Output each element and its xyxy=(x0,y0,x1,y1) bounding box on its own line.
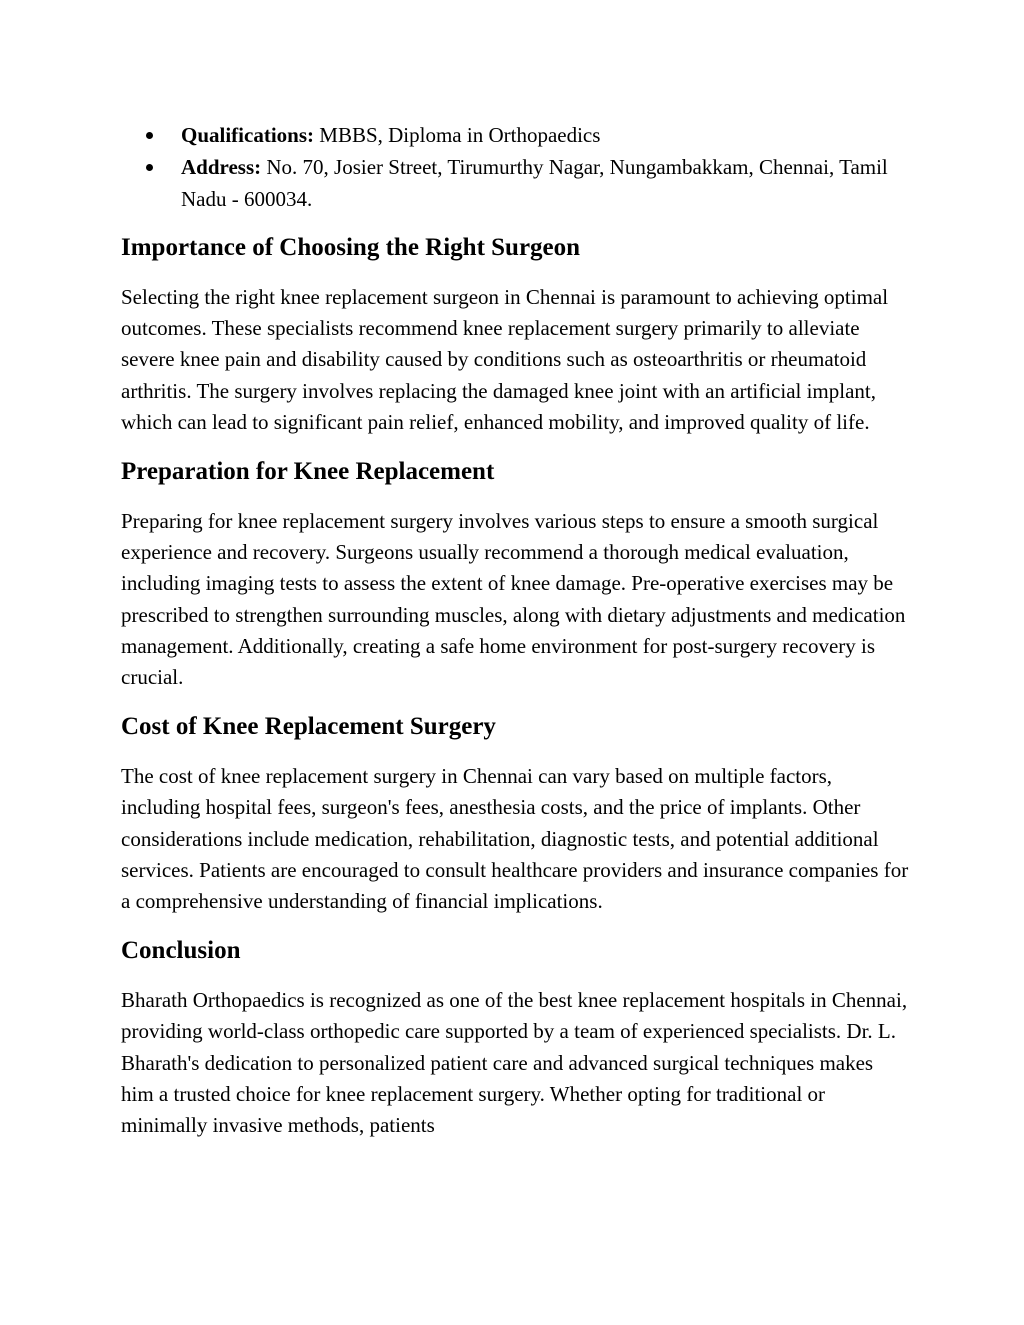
section-heading-conclusion: Conclusion xyxy=(121,937,241,965)
section-body-conclusion: Bharath Orthopaedics is recognized as one of the best knee replacement hospitals in Chennai, providing world-class orthopedic care supported by a team of experienced specialists. Dr. L. Bharath's dedication to personalized patient care and advanced surgical techniques makes him a trusted choice for knee replacement surgery. Whether opting for traditional or minimally invasive methods, patients xyxy=(121,988,908,1138)
list-item-label: Address: xyxy=(181,155,262,179)
section-body-importance: Selecting the right knee replacement surgeon in Chennai is paramount to achieving optimal outcomes. These specialists recommend knee replacement surgery primarily to alleviate severe knee pain and disability caused by conditions such as osteoarthritis or rheumatoid arthritis. The surgery involves replacing the damaged knee joint with an artificial implant, which can lead to significant pain relief, enhanced mobility, and improved quality of life. xyxy=(121,285,889,434)
list-item-value: No. 70, Josier Street, Tirumurthy Nagar, Nungambakkam, Chennai, Tamil Nadu - 600034. xyxy=(181,155,888,211)
section-heading-preparation: Preparation for Knee Replacement xyxy=(121,458,495,486)
list-item-qualifications xyxy=(121,119,911,151)
section-body-cost: The cost of knee replacement surgery in Chennai can vary based on multiple factors, including hospital fees, surgeon's fees, anesthesia costs, and the price of implants. Other considerations include medication, rehabilitation, diagnostic tests, and potential additional services. Patients are encouraged to consult healthcare providers and insurance companies for a comprehensive understanding of financial implications. xyxy=(121,764,909,914)
bullet-icon xyxy=(146,132,153,139)
list-item-label: Qualifications: xyxy=(181,123,315,147)
section-heading-importance: Importance of Choosing the Right Surgeon xyxy=(121,234,581,261)
section-heading-cost: Cost of Knee Replacement Surgery xyxy=(121,713,496,741)
page-content xyxy=(121,119,911,1141)
list-item-value: MBBS, Diploma in Orthopaedics xyxy=(314,123,601,147)
list-item-address xyxy=(121,151,911,215)
bullet-icon xyxy=(146,164,153,171)
section-body-preparation: Preparing for knee replacement surgery involves various steps to ensure a smooth surgical experience and recovery. Surgeons usually recommend a thorough medical evaluation, including imaging tests to assess the extent of knee damage. Pre-operative exercises may be prescribed to strengthen surrounding muscles, along with dietary adjustments and medication management. Additionally, creating a safe home environment for post-surgery recovery is crucial. xyxy=(121,509,906,690)
details-list xyxy=(121,119,911,215)
